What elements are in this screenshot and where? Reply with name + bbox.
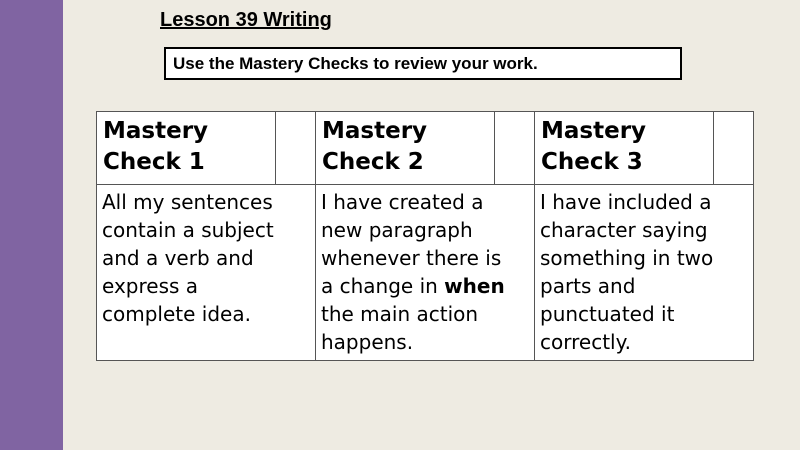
mastery-check-1-heading (97, 112, 276, 185)
text-line: and a verb and (102, 246, 254, 270)
text-line: parts and (540, 274, 636, 298)
text-line: whenever there is (321, 246, 502, 270)
text-line: new paragraph (321, 218, 473, 242)
heading-line: Mastery (322, 118, 428, 144)
text-segment: a change in (321, 274, 445, 298)
blank-cell (276, 112, 316, 185)
bold-keyword: when (444, 274, 505, 298)
heading-line: Mastery (541, 118, 647, 144)
blank-cell (495, 112, 535, 185)
mastery-check-3-heading (535, 112, 714, 185)
blank-cell (714, 112, 754, 185)
mastery-check-1-text (97, 185, 316, 361)
text-line: I have created a (321, 190, 484, 214)
heading-line: Check 2 (322, 149, 424, 175)
mastery-checks-table (96, 111, 754, 361)
heading-line: Mastery (103, 118, 209, 144)
text-line: the main action (321, 302, 479, 326)
text-line: something in two (540, 246, 714, 270)
mastery-check-2-heading (316, 112, 495, 185)
table-body-row (97, 185, 754, 361)
table-header-row (97, 112, 754, 185)
instruction-box: Use the Mastery Checks to review your work. (164, 47, 682, 80)
heading-line: Check 3 (541, 149, 643, 175)
text-line: happens. (321, 330, 414, 354)
heading-line: Check 1 (103, 149, 205, 175)
text-line: correctly. (540, 330, 631, 354)
text-line: express a (102, 274, 199, 298)
text-line: character saying (540, 218, 708, 242)
text-line: complete idea. (102, 302, 251, 326)
text-line: punctuated it (540, 302, 675, 326)
sidebar-accent (0, 0, 63, 450)
text-line: I have included a (540, 190, 712, 214)
text-line (321, 272, 534, 300)
mastery-check-2-text (316, 185, 535, 361)
mastery-check-3-text (535, 185, 754, 361)
lesson-title: Lesson 39 Writing (160, 9, 332, 31)
text-line: All my sentences (102, 190, 273, 214)
text-line: contain a subject (102, 218, 274, 242)
